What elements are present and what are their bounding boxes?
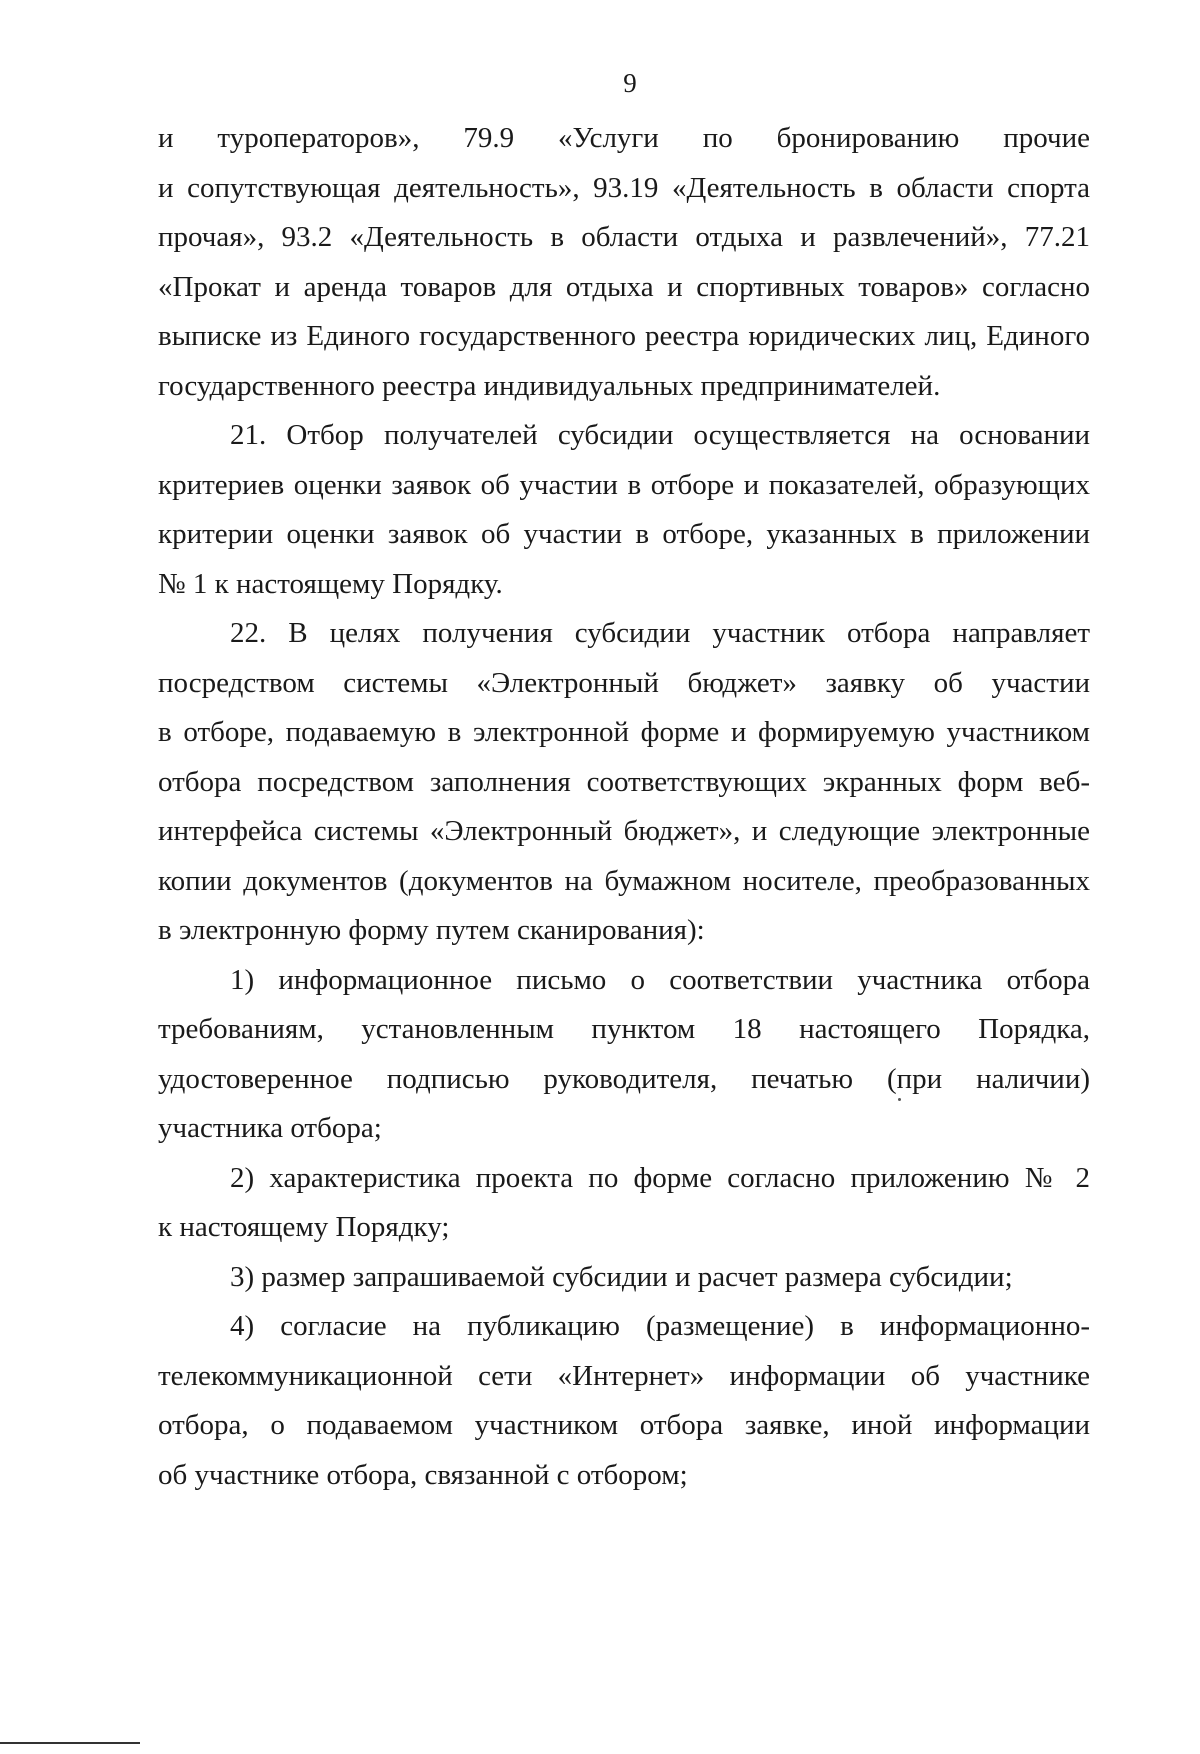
text-line: № 1 к настоящему Порядку.: [158, 567, 503, 600]
scan-edge-rule: [0, 1742, 140, 1744]
text-line: посредством системы «Электронный бюджет» заявку об участии: [158, 666, 1090, 699]
text-line: государственного реестра индивидуальных предпринимателей.: [158, 369, 941, 402]
text-line: 22. В целях получения субсидии участник отбора направляет: [230, 617, 1090, 649]
text-line: 4) согласие на публикацию (размещение) в информационно-: [230, 1310, 1090, 1342]
list-item-4: [158, 1302, 1090, 1500]
text-line: копии документов (документов на бумажном носителе, преобразованных: [158, 864, 1090, 897]
text-line: в электронную форму путем сканирования):: [158, 914, 705, 946]
scan-speck: [898, 1098, 901, 1101]
text-line: участника отбора;: [158, 1112, 382, 1144]
paragraph-21: [158, 411, 1090, 609]
text-line: 2) характеристика проекта по форме согласно приложению № 2: [230, 1161, 1090, 1194]
text-line: критерии оценки заявок об участии в отборе, указанных в приложении: [158, 518, 1090, 550]
text-line: в отборе, подаваемую в электронной форме и формируемую участником: [158, 716, 1090, 748]
list-item-1: [158, 956, 1090, 1154]
text-line: критериев оценки заявок об участии в отборе и показателей, образующих: [158, 468, 1090, 501]
text-line: и сопутствующая деятельность», 93.19 «Деятельность в области спорта: [158, 171, 1090, 204]
text-line: 1) информационное письмо о соответствии участника отбора: [230, 963, 1090, 996]
document-body: [158, 114, 1090, 1500]
text-line: телекоммуникационной сети «Интернет» информации об участнике: [158, 1359, 1090, 1392]
text-line: выписке из Единого государственного реестра юридических лиц, Единого: [158, 320, 1090, 352]
text-line: прочая», 93.2 «Деятельность в области отдыха и развлечений», 77.21: [158, 221, 1090, 253]
list-item-3: [158, 1253, 1090, 1303]
list-item-2: [158, 1154, 1090, 1253]
page-number: 9: [623, 68, 637, 98]
paragraph-22: [158, 609, 1090, 956]
text-line: отбора посредством заполнения соответствующих экранных форм веб-: [158, 765, 1090, 798]
text-line: к настоящему Порядку;: [158, 1211, 450, 1243]
text-line: 21. Отбор получателей субсидии осуществляется на основании: [230, 419, 1090, 451]
text-line: об участнике отбора, связанной с отбором;: [158, 1458, 688, 1491]
paragraph-continuation: [158, 114, 1090, 411]
text-line: и туроператоров», 79.9 «Услуги по бронированию прочие: [158, 122, 1090, 154]
text-line: требованиям, установленным пунктом 18 настоящего Порядка,: [158, 1013, 1090, 1045]
text-line: удостоверенное подписью руководителя, печатью (при наличии): [158, 1062, 1090, 1095]
text-line: отбора, о подаваемом участником отбора заявке, иной информации: [158, 1409, 1090, 1441]
text-line: интерфейса системы «Электронный бюджет», и следующие электронные: [158, 815, 1090, 847]
text-line: «Прокат и аренда товаров для отдыха и спортивных товаров» согласно: [158, 270, 1090, 303]
text-line: 3) размер запрашиваемой субсидии и расчет размера субсидии;: [230, 1260, 1013, 1293]
